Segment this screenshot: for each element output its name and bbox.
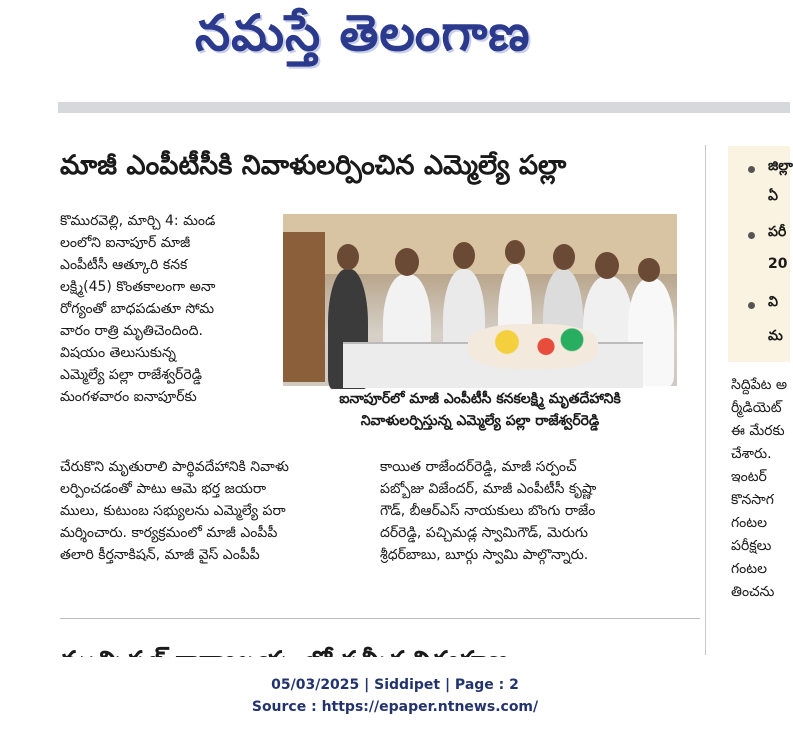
caption-line: నివాళులర్పిస్తున్న ఎమ్మెల్యే పల్లా రాజేశ్వర్‌రెడ్డి: [360, 413, 600, 429]
text-line: గౌడ్, బీఆర్‌ఎస్ నాయకులు బొంగు రాజేం: [380, 503, 596, 519]
article-column-middle: [60, 456, 370, 566]
footer: [0, 674, 790, 718]
text-line: ఎంపీటీసీ ఆత్కూరి కనక: [60, 257, 188, 273]
newspaper-logo: నమస్తే తెలంగాణ: [195, 4, 531, 62]
text-line: కాయిత రాజేందర్‌రెడ్డి, మాజీ సర్పంచ్: [380, 459, 577, 475]
text-line: చేరుకొని మృతురాలి పార్థివదేహానికి నివాళు: [60, 459, 289, 475]
text-line: పరీక్షలు: [731, 538, 772, 554]
article-photo: [283, 214, 677, 386]
article-column-right: [380, 456, 680, 566]
column-divider: [705, 145, 706, 655]
text-line: కొమురవెల్లి, మార్చి 4: మండ: [60, 213, 216, 229]
text-line: గంటల: [731, 515, 767, 531]
text-line: ఇంటర్: [731, 469, 767, 485]
text-line: లర్పించడంతో పాటు ఆమె భర్త జయరా: [60, 481, 266, 497]
text-line: దర్‌రెడ్డి, పచ్చిమడ్ల స్వామిగౌడ్, మెరుగు: [380, 525, 588, 541]
text-line: గంటల: [731, 561, 767, 577]
text-line: తలారి కీర్తనాకిషన్, మాజీ వైస్ ఎంపీపీ: [60, 547, 260, 563]
sidebar-item: 20: [768, 256, 788, 272]
bullet-icon: [748, 232, 755, 239]
text-line: రోగ్యంతో బాధపడుతూ సోమ: [60, 301, 215, 317]
sidebar-item: మ: [768, 328, 783, 344]
text-line: కొనసాగ: [731, 492, 774, 508]
text-line: ఈ మేరకు: [731, 423, 785, 439]
bullet-icon: [748, 166, 755, 173]
footer-date-page: 05/03/2025 | Siddipet | Page : 2: [271, 677, 519, 693]
next-article-headline: [60, 638, 700, 656]
article-column-left: [60, 210, 272, 408]
text-line: లంలోని ఐనాపూర్ మాజీ: [60, 235, 191, 251]
text-line: ఎమ్మెల్యే పల్లా రాజేశ్వర్‌రెడ్డి: [60, 367, 202, 383]
text-line: సిద్దిపేట అ: [731, 377, 788, 393]
footer-source-link[interactable]: Source : https://epaper.ntnews.com/: [251, 699, 539, 715]
text-line: లక్ష్మి(45) కొంతకాలంగా అనా: [60, 279, 216, 295]
sidebar-item: పరీ: [768, 224, 787, 240]
article-divider: [60, 618, 700, 619]
sidebar-item: జిల్లా: [768, 158, 793, 174]
photo-caption: [283, 388, 677, 432]
caption-line: ఐనాపూర్‌లో మాజీ ఎంపీటీసీ కనకలక్ష్మి మృతదేహానికి: [339, 391, 621, 407]
text-line: విషయం తెలుసుకున్న: [60, 345, 176, 361]
text-line: ర్మీడియెట్: [731, 400, 782, 416]
sidebar-item: వి: [768, 294, 778, 310]
text-line: శ్రీధర్‌బాబు, బూర్గు స్వామి పాల్గొన్నారు.: [380, 547, 589, 563]
text-line: మంగళవారం ఐనాపూర్‌కు: [60, 389, 197, 405]
text-line: పబ్బోజు విజేందర్, మాజీ ఎంపీటీసీ కృష్ణా: [380, 481, 597, 497]
masthead: [0, 0, 790, 96]
sidebar-item: ఏ: [768, 188, 778, 204]
text-line: మర్శించారు. కార్యక్రమంలో మాజీ ఎంపీపీ: [60, 525, 278, 541]
bullet-icon: [748, 302, 755, 309]
article-headline: మాజీ ఎంపీటీసీకి నివాళులర్పించిన ఎమ్మెల్యే పల్లా: [60, 150, 567, 181]
masthead-divider: [58, 102, 790, 113]
text-line: వారం రాత్రి మృతిచెందింది.: [60, 323, 203, 339]
sidebar-article: [731, 374, 790, 604]
text-line: ములు, కుటుంబ సభ్యులను ఎమ్మెల్యే పరా: [60, 503, 286, 519]
text-line: తించను: [731, 584, 775, 600]
text-line: చేశారు.: [731, 446, 772, 462]
sidebar-highlights: [728, 146, 793, 362]
